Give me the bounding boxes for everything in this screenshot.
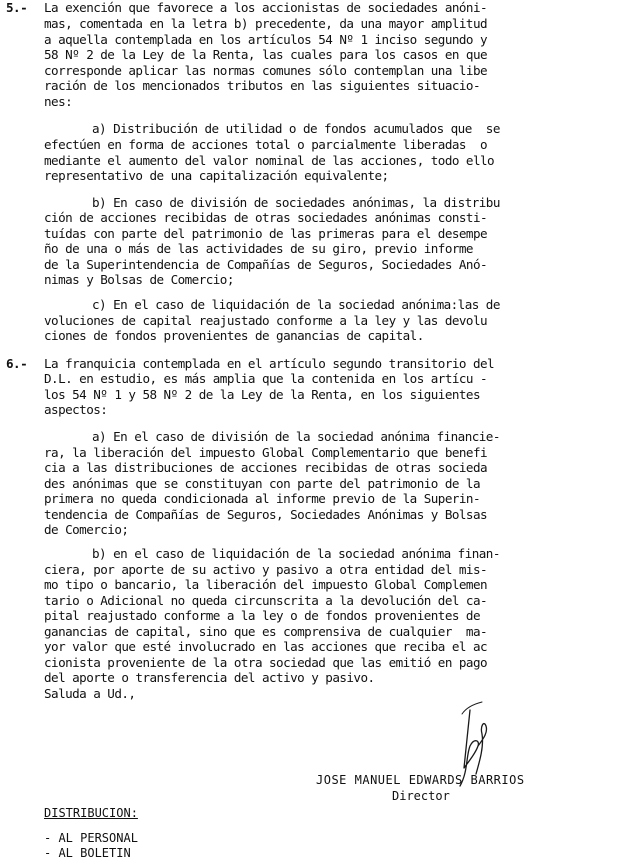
section-5-line: a aquella contemplada en los artículos 54 Nº 1 inciso segundo y [44,32,488,47]
section-5-item-b-line: b) En caso de división de sociedades anónimas, la distribu [92,195,500,210]
section-6-line: los 54 Nº 1 y 58 Nº 2 de la Ley de la Renta, en los siguientes [44,387,480,402]
section-6-item-b-line: tario o Adicional no queda circunscrita a la devolución del ca- [44,593,488,608]
section-5-line: corresponde aplicar las normas comunes sólo contemplan una libe [44,63,488,78]
section-6-item-b-line: ganancias de capital, sino que es comprensiva de cualquier ma- [44,624,488,639]
section-5-line: La exención que favorece a los accionistas de sociedades anóni- [44,0,488,15]
signatory-title: Director [392,789,450,803]
section-5-number: 5.- [6,0,28,15]
section-6-item-a-line: cia a las distribuciones de acciones recibidas de otras socieda [44,460,488,475]
section-6-item-b-line: ciera, por aporte de su activo y pasivo a otra entidad del mis- [44,562,488,577]
section-5-item-a-line: a) Distribución de utilidad o de fondos acumulados que se [92,121,500,136]
section-6-item-a-line: des anónimas que se constituyan con parte del patrimonio de la [44,476,480,491]
section-6-item-a-line: de Comercio; [44,522,129,537]
section-6-item-a-line: ra, la liberación del impuesto Global Complementario que benefi [44,445,488,460]
signatory-name: JOSE MANUEL EDWARDS BARRIOS [316,773,525,787]
section-5-item-a-line: efectúen en forma de acciones total o parcialmente liberadas o [44,137,488,152]
section-6-item-b-line: b) en el caso de liquidación de la sociedad anónima finan- [92,546,500,561]
section-6-item-b-line: mo tipo o bancario, la liberación del impuesto Global Complemen [44,577,488,592]
section-6-line: La franquicia contemplada en el artículo segundo transitorio del [44,356,495,371]
section-5-line: 58 Nº 2 de la Ley de la Renta, las cuales para los casos en que [44,47,488,62]
section-5-item-a-line: mediante el aumento del valor nominal de las acciones, todo ello [44,153,495,168]
distribution-item: - AL BOLETIN [44,846,131,860]
section-5-item-c-line: ciones de fondos provenientes de ganancias de capital. [44,328,424,343]
section-6-item-a-line: a) En el caso de división de la sociedad anónima financie- [92,429,500,444]
section-5-item-a-line: representativo de una capitalización equivalente; [44,168,389,183]
distribution-item: - AL PERSONAL [44,831,138,845]
section-6-item-a-line: tendencia de Compañías de Seguros, Sociedades Anónimas y Bolsas [44,507,488,522]
section-6-line: D.L. en estudio, es más amplia que la contenida en los artícu - [44,371,488,386]
section-5-item-b-line: nimas y Bolsas de Comercio; [44,272,234,287]
closing-greeting: Saluda a Ud., [44,686,136,701]
section-5-line: nes: [44,94,73,109]
distribution-title: DISTRIBUCION: [44,806,138,820]
section-5-item-b-line: ción de acciones recibidas de otras sociedades anónimas consti- [44,210,488,225]
section-6-item-a-line: primera no queda condicionada al informe previo de la Superin- [44,491,480,506]
section-5-item-c-line: c) En el caso de liquidación de la sociedad anónima:las de [92,297,500,312]
section-5-line: ración de los mencionados tributos en las siguientes situacio- [44,78,480,93]
section-5-line: mas, comentada en la letra b) precedente, da una mayor amplitud [44,16,488,31]
section-6-item-b-line: pital reajustado conforme a la ley o de fondos provenientes de [44,608,480,623]
section-6-line: aspectos: [44,402,108,417]
section-5-item-b-line: tuídas con parte del patrimonio de las primeras para el desempe [44,226,488,241]
section-5-item-c-line: voluciones de capital reajustado conforme a la ley y las devolu [44,313,488,328]
section-6-item-b-line: cionista proveniente de la otra sociedad que las emitió en pago [44,655,488,670]
section-5-item-b-line: ño de una o más de las actividades de su giro, previo informe [44,241,473,256]
section-5-item-b-line: de la Superintendencia de Compañías de Seguros, Sociedades Anó- [44,257,488,272]
section-6-item-b-line: del aporte o transferencia del activo y pasivo. [44,670,375,685]
section-6-item-b-line: yor valor que esté involucrado en las acciones que reciba el ac [44,639,488,654]
section-6-number: 6.- [6,356,28,371]
